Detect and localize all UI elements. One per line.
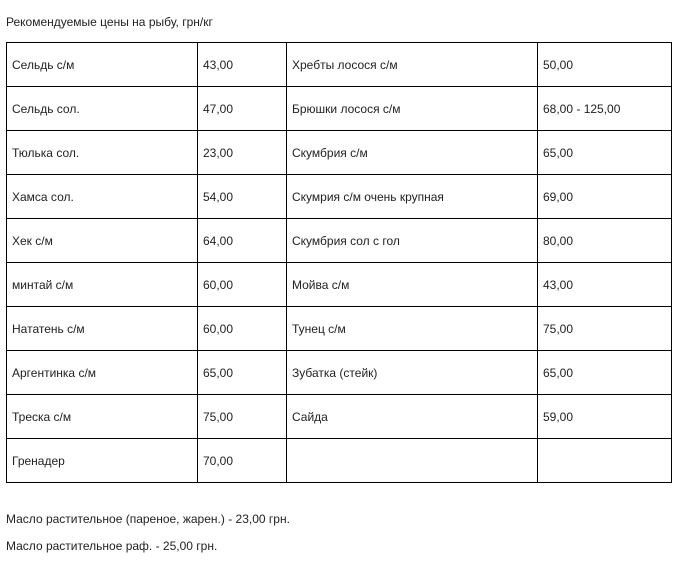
fish-name-cell: Хребты лосося с/м bbox=[287, 43, 538, 87]
oil-price-note: Масло растительное (пареное, жарен.) - 23,00 грн. bbox=[6, 512, 290, 526]
fish-name-cell: минтай с/м bbox=[7, 263, 198, 307]
empty-cell bbox=[287, 439, 538, 483]
fish-name-cell: Хек с/м bbox=[7, 219, 198, 263]
fish-price-cell: 75,00 bbox=[538, 307, 672, 351]
table-row bbox=[7, 219, 672, 263]
fish-price-table bbox=[6, 42, 672, 483]
fish-name-cell: Гренадер bbox=[7, 439, 198, 483]
fish-name-cell: Зубатка (стейк) bbox=[287, 351, 538, 395]
table-row bbox=[7, 43, 672, 87]
table-row bbox=[7, 131, 672, 175]
fish-price-cell: 23,00 bbox=[198, 131, 287, 175]
fish-name-cell: Нататень с/м bbox=[7, 307, 198, 351]
fish-price-cell: 60,00 bbox=[198, 307, 287, 351]
fish-price-cell: 65,00 bbox=[198, 351, 287, 395]
table-row bbox=[7, 307, 672, 351]
fish-price-cell: 47,00 bbox=[198, 87, 287, 131]
table-row bbox=[7, 263, 672, 307]
table-row bbox=[7, 87, 672, 131]
fish-price-cell: 75,00 bbox=[198, 395, 287, 439]
fish-price-cell: 50,00 bbox=[538, 43, 672, 87]
fish-price-cell: 68,00 - 125,00 bbox=[538, 87, 672, 131]
fish-price-cell: 65,00 bbox=[538, 131, 672, 175]
fish-name-cell: Скумрия с/м очень крупная bbox=[287, 175, 538, 219]
fish-name-cell: Аргентинка с/м bbox=[7, 351, 198, 395]
fish-name-cell: Тунец с/м bbox=[287, 307, 538, 351]
fish-price-cell: 80,00 bbox=[538, 219, 672, 263]
page-title: Рекомендуемые цены на рыбу, грн/кг bbox=[6, 15, 213, 29]
table-row bbox=[7, 175, 672, 219]
fish-name-cell: Мойва с/м bbox=[287, 263, 538, 307]
table-row bbox=[7, 351, 672, 395]
fish-name-cell: Сельдь сол. bbox=[7, 87, 198, 131]
fish-name-cell: Хамса сол. bbox=[7, 175, 198, 219]
fish-price-cell: 60,00 bbox=[198, 263, 287, 307]
fish-name-cell: Скумбрия сол с гол bbox=[287, 219, 538, 263]
fish-price-cell: 43,00 bbox=[198, 43, 287, 87]
fish-price-cell: 69,00 bbox=[538, 175, 672, 219]
fish-price-cell: 64,00 bbox=[198, 219, 287, 263]
fish-price-cell: 70,00 bbox=[198, 439, 287, 483]
fish-name-cell: Сельдь с/м bbox=[7, 43, 198, 87]
fish-name-cell: Треска с/м bbox=[7, 395, 198, 439]
fish-name-cell: Тюлька сол. bbox=[7, 131, 198, 175]
fish-name-cell: Скумбрия с/м bbox=[287, 131, 538, 175]
table-row bbox=[7, 439, 672, 483]
fish-price-cell: 54,00 bbox=[198, 175, 287, 219]
fish-name-cell: Брюшки лосося с/м bbox=[287, 87, 538, 131]
table-row bbox=[7, 395, 672, 439]
fish-name-cell: Сайда bbox=[287, 395, 538, 439]
fish-price-cell: 65,00 bbox=[538, 351, 672, 395]
oil-price-note: Масло растительное раф. - 25,00 грн. bbox=[6, 539, 218, 553]
fish-price-cell: 43,00 bbox=[538, 263, 672, 307]
empty-cell bbox=[538, 439, 672, 483]
fish-price-cell: 59,00 bbox=[538, 395, 672, 439]
